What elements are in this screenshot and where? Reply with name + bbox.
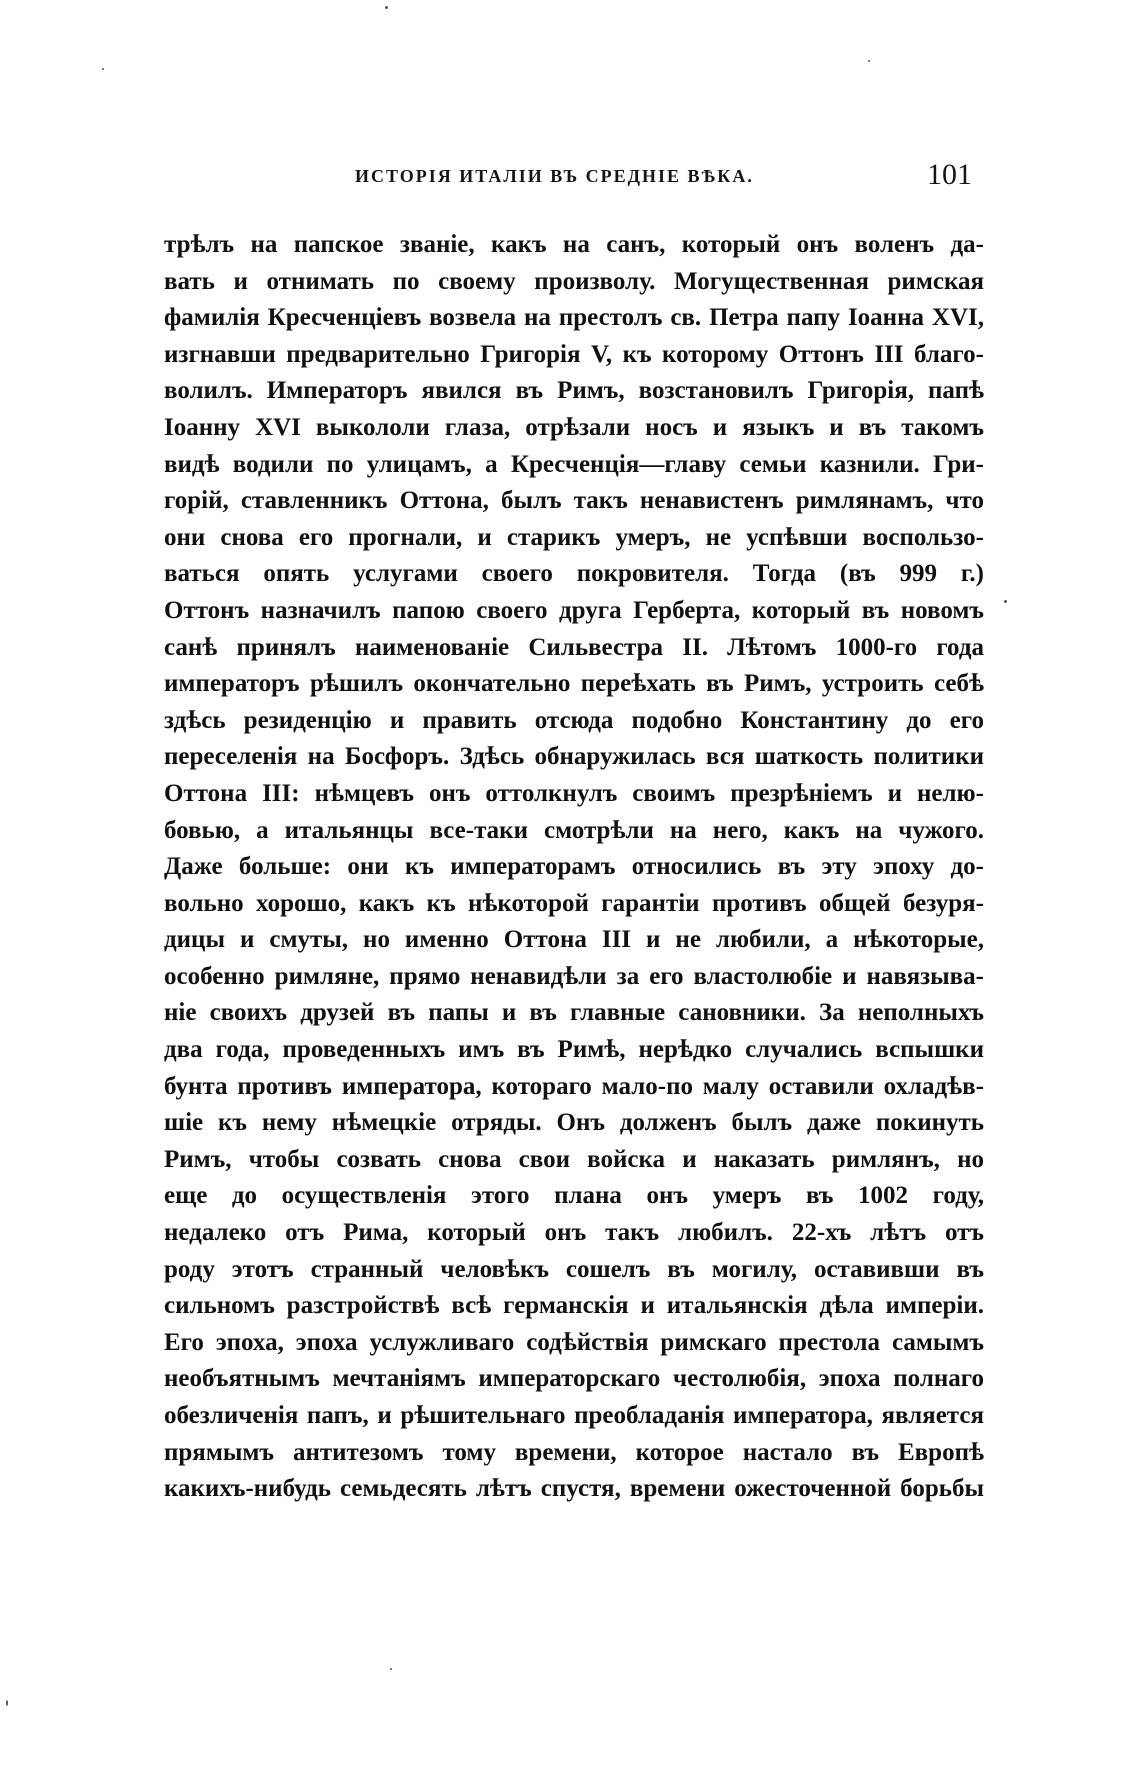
text-line: Оттона III: нѣмцевъ онъ оттолкнулъ своимъ презрѣніемъ и нелю-: [164, 779, 984, 807]
text-line: какихъ-нибудь семьдесять лѣтъ спустя, времени ожесточенной борьбы: [164, 1475, 984, 1503]
text-line: Іоанну XVI выкололи глаза, отрѣзали носъ и языкъ и въ такомъ: [164, 413, 984, 441]
scan-speck: [390, 1668, 392, 1670]
scan-speck: [6, 1700, 8, 1706]
text-line: вать и отнимать по своему произволу. Могущественная римская: [164, 267, 984, 295]
page-header: [160, 158, 980, 198]
text-line: прямымъ антитезомъ тому времени, которое настало въ Европѣ: [164, 1438, 984, 1466]
text-line: они снова его прогнали, и старикъ умеръ, не успѣвши воспользо-: [164, 523, 984, 551]
text-line: ваться опять услугами своего покровителя. Тогда (въ 999 г.): [164, 560, 984, 588]
text-line: недалеко отъ Рима, который онъ такъ любилъ. 22-хъ лѣтъ отъ: [164, 1219, 984, 1247]
text-line: сильномъ разстройствѣ всѣ германскія и итальянскія дѣла имперіи.: [164, 1292, 984, 1320]
text-line: Римъ, чтобы созвать снова свои войска и наказать римлянъ, но: [164, 1145, 984, 1173]
scan-speck: [102, 68, 104, 70]
text-line: ніе своихъ друзей въ папы и въ главные сановники. За неполныхъ: [164, 999, 984, 1027]
text-line: дицы и смуты, но именно Оттона III и не любили, а нѣкоторые,: [164, 926, 984, 954]
text-line: здѣсь резиденцію и править отсюда подобно Константину до его: [164, 706, 984, 734]
text-line: бунта противъ императора, котораго мало-по малу оставили охладѣв-: [164, 1072, 984, 1100]
text-line: Даже больше: они къ императорамъ относились въ эту эпоху до-: [164, 853, 984, 881]
text-line: еще до осуществленія этого плана онъ умеръ въ 1002 году,: [164, 1182, 984, 1210]
page-number: 101: [927, 158, 972, 191]
scan-speck: [868, 60, 870, 62]
text-line: особенно римляне, прямо ненавидѣли за его властолюбіе и навязыва-: [164, 962, 984, 990]
text-line: необъятнымъ мечтаніямъ императорскаго честолюбія, эпоха полнаго: [164, 1365, 984, 1393]
body-text: [164, 227, 984, 1508]
text-line: видѣ водили по улицамъ, а Кресченція—главу семьи казнили. Гри-: [164, 450, 984, 478]
text-line: шіе къ нему нѣмецкіе отряды. Онъ долженъ былъ даже покинуть: [164, 1109, 984, 1137]
text-line: императоръ рѣшилъ окончательно переѣхать въ Римъ, устроить себѣ: [164, 670, 984, 698]
text-line: Оттонъ назначилъ папою своего друга Герберта, который въ новомъ: [164, 596, 984, 624]
text-line: два года, проведенныхъ имъ въ Римѣ, нерѣдко случались вспышки: [164, 1036, 984, 1064]
text-line: волилъ. Императоръ явился въ Римъ, возстановилъ Григорія, папѣ: [164, 377, 984, 405]
text-line: трѣлъ на папское званіе, какъ на санъ, который онъ воленъ да-: [164, 231, 984, 258]
text-line: роду этотъ странный человѣкъ сошелъ въ могилу, оставивши въ: [164, 1255, 984, 1283]
text-line: Его эпоха, эпоха услужливаго содѣйствія римскаго престола самымъ: [164, 1328, 984, 1356]
text-line: санѣ принялъ наименованіе Сильвестра II. Лѣтомъ 1000-го года: [164, 633, 984, 661]
scan-speck: [1004, 600, 1007, 603]
text-line: обезличенія папъ, и рѣшительнаго преобладанія императора, является: [164, 1402, 984, 1429]
text-line: бовью, а итальянцы все-таки смотрѣли на него, какъ на чужого.: [164, 816, 984, 844]
text-line: вольно хорошо, какъ къ нѣкоторой гарантіи противъ общей безуря-: [164, 889, 984, 917]
running-title: ИСТОРІЯ ИТАЛІИ ВЪ СРЕДНІЕ ВѢКА.: [355, 166, 754, 186]
text-line: горій, ставленникъ Оттона, былъ такъ ненавистенъ римлянамъ, что: [164, 487, 984, 515]
text-line: фамилія Кресченціевъ возвела на престолъ св. Петра папу Іоанна XVI,: [164, 304, 984, 332]
text-line: изгнавши предварительно Григорія V, къ которому Оттонъ III благо-: [164, 340, 984, 368]
text-line: переселенія на Босфоръ. Здѣсь обнаружилась вся шаткость политики: [164, 743, 984, 771]
scan-speck: [385, 6, 388, 9]
